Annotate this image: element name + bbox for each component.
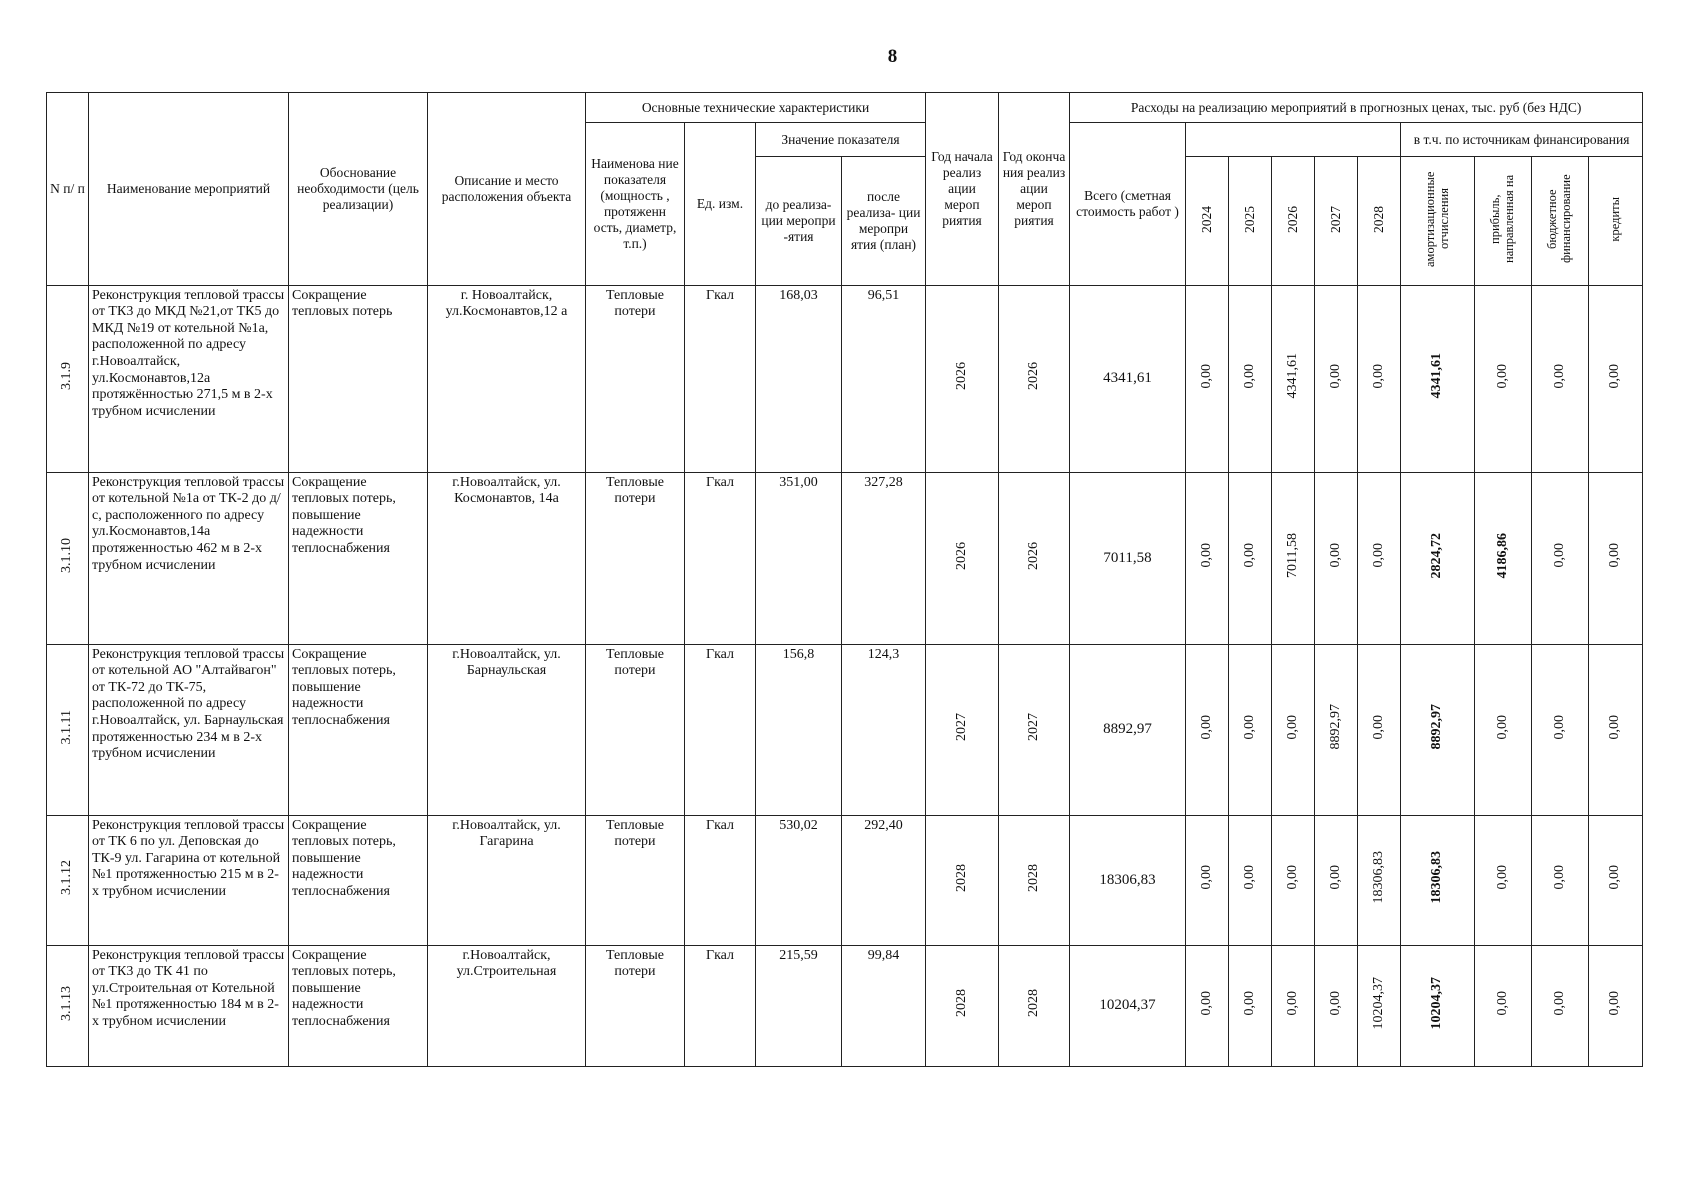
- row-y2028-cell: [1358, 285, 1401, 472]
- row-y2025-cell: [1229, 285, 1272, 472]
- header-indicator-name: Наименова ние показателя (мощность , протяженн ость, диаметр, т.п.): [586, 123, 685, 286]
- row-before: 156,8: [756, 644, 842, 815]
- table-row: [47, 945, 1643, 1066]
- row-y2024: 0,00: [1198, 543, 1214, 568]
- row-y2027-cell: [1315, 815, 1358, 945]
- row-y2025: 0,00: [1241, 990, 1257, 1016]
- row-budget: 0,00: [1551, 363, 1567, 389]
- header-year-2027: [1315, 157, 1358, 286]
- row-indicator: Тепловые потери: [586, 815, 685, 945]
- row-y2028: 0,00: [1370, 543, 1386, 568]
- row-year-end-cell: [999, 285, 1070, 472]
- header-year-2025: [1229, 157, 1272, 286]
- row-y2026-cell: [1272, 472, 1315, 644]
- row-y2027-cell: [1315, 644, 1358, 815]
- row-y2026: 0,00: [1284, 714, 1300, 740]
- row-y2025: 0,00: [1241, 865, 1257, 890]
- row-credit-cell: [1589, 285, 1643, 472]
- row-y2024-cell: [1186, 815, 1229, 945]
- row-y2026: 7011,58: [1284, 533, 1300, 579]
- row-year-start: 2026: [953, 362, 969, 391]
- row-amort-cell: [1401, 945, 1475, 1066]
- row-y2027: 0,00: [1327, 865, 1343, 890]
- row-before: 168,03: [756, 285, 842, 472]
- row-name: Реконструкция тепловой трассы от котельной №1а от ТК-2 до д/с, расположенного по адресу ул.Космонавтов,14а протяженностью 462 м в 2-х трубном исчислении: [89, 472, 289, 644]
- row-y2024: 0,00: [1198, 363, 1214, 389]
- header-value-group: Значение показателя: [756, 123, 926, 157]
- row-location: г.Новоалтайск, ул.Строительная: [428, 945, 586, 1066]
- row-y2028-cell: [1358, 945, 1401, 1066]
- row-unit: Гкал: [685, 472, 756, 644]
- row-before: 351,00: [756, 472, 842, 644]
- row-profit: 0,00: [1494, 865, 1510, 890]
- row-y2027: 8892,97: [1327, 704, 1343, 750]
- row-total: 4341,61: [1070, 285, 1186, 472]
- row-location: г.Новоалтайск, ул. Космонавтов, 14а: [428, 472, 586, 644]
- row-name: Реконструкция тепловой трассы от ТК3 до ТК 41 по ул.Строительная от Котельной №1 протяженностью 184 м в 2-х трубном исчислении: [89, 945, 289, 1066]
- row-y2028: 0,00: [1370, 714, 1386, 740]
- row-after: 96,51: [842, 285, 926, 472]
- row-year-end: 2026: [1025, 541, 1041, 570]
- row-y2028-cell: [1358, 472, 1401, 644]
- header-year-end: Год оконча ния реализ ации мероп риятия: [999, 93, 1070, 286]
- row-year-end-cell: [999, 472, 1070, 644]
- header-before: до реализа- ции меропри -ятия: [756, 157, 842, 286]
- row-amort: 8892,97: [1429, 704, 1445, 750]
- row-location: г. Новоалтайск, ул.Космонавтов,12 а: [428, 285, 586, 472]
- row-total: 10204,37: [1070, 945, 1186, 1066]
- row-y2025-cell: [1229, 644, 1272, 815]
- header-sources-group: в т.ч. по источникам финансирования: [1401, 123, 1643, 157]
- row-num: 3.1.10: [59, 538, 75, 574]
- row-profit-cell: [1475, 945, 1532, 1066]
- header-total: Всего (сметная стоимость работ ): [1070, 123, 1186, 286]
- row-y2026-cell: [1272, 815, 1315, 945]
- row-y2025-cell: [1229, 472, 1272, 644]
- row-credit: 0,00: [1607, 990, 1623, 1016]
- header-year-2028: [1358, 157, 1401, 286]
- header-year-2026: [1272, 157, 1315, 286]
- row-justification: Сокращение тепловых потерь: [289, 285, 428, 472]
- row-amort: 10204,37: [1429, 976, 1445, 1030]
- row-y2027: 0,00: [1327, 543, 1343, 568]
- row-y2026: 0,00: [1284, 865, 1300, 890]
- row-year-start-cell: [926, 815, 999, 945]
- row-budget: 0,00: [1551, 990, 1567, 1016]
- row-budget: 0,00: [1551, 714, 1567, 740]
- row-total: 18306,83: [1070, 815, 1186, 945]
- row-after: 327,28: [842, 472, 926, 644]
- row-budget: 0,00: [1551, 865, 1567, 890]
- row-num-cell: [47, 644, 89, 815]
- row-unit: Гкал: [685, 945, 756, 1066]
- row-credit: 0,00: [1607, 714, 1623, 740]
- header-source-budget: [1532, 157, 1589, 286]
- row-location: г.Новоалтайск, ул. Гагарина: [428, 815, 586, 945]
- row-y2025: 0,00: [1241, 363, 1257, 389]
- row-after: 292,40: [842, 815, 926, 945]
- row-after: 99,84: [842, 945, 926, 1066]
- row-year-start: 2027: [953, 713, 969, 742]
- header-year-2024: [1186, 157, 1229, 286]
- row-num-cell: [47, 815, 89, 945]
- row-amort-cell: [1401, 472, 1475, 644]
- row-y2028: 18306,83: [1370, 851, 1386, 904]
- header-tech-group: Основные технические характеристики: [586, 93, 926, 123]
- row-credit-cell: [1589, 472, 1643, 644]
- row-y2027-cell: [1315, 945, 1358, 1066]
- row-amort-cell: [1401, 285, 1475, 472]
- header-source-credit-label: кредиты: [1607, 196, 1622, 242]
- header-unit: Ед. изм.: [685, 123, 756, 286]
- header-source-profit: [1475, 157, 1532, 286]
- row-budget-cell: [1532, 644, 1589, 815]
- header-year-2024-label: 2024: [1199, 205, 1215, 233]
- row-year-start-cell: [926, 285, 999, 472]
- header-source-amort: [1401, 157, 1475, 286]
- row-year-start-cell: [926, 644, 999, 815]
- row-y2027: 0,00: [1327, 990, 1343, 1016]
- row-before: 530,02: [756, 815, 842, 945]
- row-amort-cell: [1401, 815, 1475, 945]
- table-row: [47, 644, 1643, 815]
- row-budget-cell: [1532, 472, 1589, 644]
- row-year-end: 2028: [1025, 863, 1041, 892]
- row-y2025-cell: [1229, 815, 1272, 945]
- header-year-2026-label: 2026: [1285, 205, 1301, 233]
- row-amort-cell: [1401, 644, 1475, 815]
- row-y2024-cell: [1186, 285, 1229, 472]
- row-credit: 0,00: [1607, 865, 1623, 890]
- row-justification: Сокращение тепловых потерь, повышение надежности теплоснабжения: [289, 644, 428, 815]
- row-num-cell: [47, 945, 89, 1066]
- row-name: Реконструкция тепловой трассы от ТК 6 по ул. Деповская до ТК-9 ул. Гагарина от котельной №1 протяженностью 215 м в 2-х трубном исчислении: [89, 815, 289, 945]
- row-y2028-cell: [1358, 815, 1401, 945]
- row-credit: 0,00: [1607, 543, 1623, 568]
- row-amort: 18306,83: [1429, 851, 1445, 904]
- row-y2027: 0,00: [1327, 363, 1343, 389]
- table-row: [47, 815, 1643, 945]
- row-location: г.Новоалтайск, ул. Барнаульская: [428, 644, 586, 815]
- row-y2024: 0,00: [1198, 990, 1214, 1016]
- row-y2024: 0,00: [1198, 865, 1214, 890]
- header-source-budget-label: бюджетное финансирование: [1545, 174, 1574, 264]
- row-y2025: 0,00: [1241, 714, 1257, 740]
- table-row: [47, 285, 1643, 472]
- row-num: 3.1.11: [59, 709, 75, 745]
- header-justification: Обоснование необходимости (цель реализации): [289, 93, 428, 286]
- row-profit-cell: [1475, 285, 1532, 472]
- header-year-2027-label: 2027: [1328, 205, 1344, 233]
- row-y2026-cell: [1272, 644, 1315, 815]
- row-y2024-cell: [1186, 644, 1229, 815]
- row-y2026-cell: [1272, 945, 1315, 1066]
- row-amort: 4341,61: [1429, 353, 1445, 399]
- row-total: 7011,58: [1070, 472, 1186, 644]
- row-num: 3.1.12: [59, 860, 75, 896]
- row-year-end: 2026: [1025, 362, 1041, 391]
- row-profit: 0,00: [1494, 363, 1510, 389]
- row-num-cell: [47, 472, 89, 644]
- row-unit: Гкал: [685, 644, 756, 815]
- row-num-cell: [47, 285, 89, 472]
- header-source-credit: [1589, 157, 1643, 286]
- row-num: 3.1.9: [59, 362, 75, 391]
- row-year-end: 2028: [1025, 989, 1041, 1018]
- row-year-end-cell: [999, 945, 1070, 1066]
- header-year-start: Год начала реализ ации мероп риятия: [926, 93, 999, 286]
- row-profit: 4186,86: [1494, 532, 1510, 579]
- row-y2026: 0,00: [1284, 990, 1300, 1016]
- row-amort: 2824,72: [1429, 532, 1445, 579]
- row-y2024-cell: [1186, 945, 1229, 1066]
- header-source-amort-label: амортизационные отчисления: [1422, 171, 1451, 267]
- row-y2027-cell: [1315, 285, 1358, 472]
- header-after: после реализа- ции меропри ятия (план): [842, 157, 926, 286]
- header-year-2028-label: 2028: [1371, 205, 1387, 233]
- row-credit-cell: [1589, 815, 1643, 945]
- row-budget: 0,00: [1551, 543, 1567, 568]
- row-indicator: Тепловые потери: [586, 472, 685, 644]
- row-year-end-cell: [999, 644, 1070, 815]
- row-profit-cell: [1475, 815, 1532, 945]
- row-name: Реконструкция тепловой трассы от ТК3 до МКД №21,от ТК5 до МКД №19 от котельной №1а, расположенной по адресу г.Новоалтайск, ул.Космонавтов,12а протяжённостью 271,5 м в 2-х трубном исчислении: [89, 285, 289, 472]
- row-y2024-cell: [1186, 472, 1229, 644]
- row-year-start-cell: [926, 945, 999, 1066]
- header-name: Наименование мероприятий: [89, 93, 289, 286]
- row-unit: Гкал: [685, 815, 756, 945]
- row-justification: Сокращение тепловых потерь, повышение надежности теплоснабжения: [289, 945, 428, 1066]
- row-y2025: 0,00: [1241, 543, 1257, 568]
- row-budget-cell: [1532, 815, 1589, 945]
- row-year-start: 2026: [953, 541, 969, 570]
- row-justification: Сокращение тепловых потерь, повышение надежности теплоснабжения: [289, 815, 428, 945]
- table-row: [47, 472, 1643, 644]
- row-profit-cell: [1475, 472, 1532, 644]
- row-year-start: 2028: [953, 863, 969, 892]
- row-year-end: 2027: [1025, 713, 1041, 742]
- row-year-end-cell: [999, 815, 1070, 945]
- row-year-start: 2028: [953, 989, 969, 1018]
- row-profit-cell: [1475, 644, 1532, 815]
- row-indicator: Тепловые потери: [586, 644, 685, 815]
- header-year-2025-label: 2025: [1242, 205, 1258, 233]
- header-source-profit-label: прибыль, направленная на: [1488, 174, 1517, 264]
- row-y2026-cell: [1272, 285, 1315, 472]
- row-after: 124,3: [842, 644, 926, 815]
- row-y2027-cell: [1315, 472, 1358, 644]
- row-indicator: Тепловые потери: [586, 285, 685, 472]
- row-year-start-cell: [926, 472, 999, 644]
- page-number: 8: [887, 46, 898, 67]
- header-location: Описание и место расположения объекта: [428, 93, 586, 286]
- investment-table: [46, 92, 1643, 1067]
- header-num: N п/ п: [47, 93, 89, 286]
- row-credit: 0,00: [1607, 363, 1623, 389]
- row-profit: 0,00: [1494, 714, 1510, 740]
- row-budget-cell: [1532, 945, 1589, 1066]
- row-total: 8892,97: [1070, 644, 1186, 815]
- row-y2025-cell: [1229, 945, 1272, 1066]
- row-unit: Гкал: [685, 285, 756, 472]
- row-y2028: 10204,37: [1370, 976, 1386, 1030]
- row-indicator: Тепловые потери: [586, 945, 685, 1066]
- row-num: 3.1.13: [59, 985, 75, 1021]
- row-y2026: 4341,61: [1284, 353, 1300, 399]
- row-profit: 0,00: [1494, 990, 1510, 1016]
- row-budget-cell: [1532, 285, 1589, 472]
- row-name: Реконструкция тепловой трассы от котельной АО "Алтайвагон" от ТК-72 до ТК-75, расположенной по адресу г.Новоалтайск, ул. Барнаульская протяженностью 234 м в 2-х трубном исчислении: [89, 644, 289, 815]
- row-y2024: 0,00: [1198, 714, 1214, 740]
- header-years-spacer: [1186, 123, 1401, 157]
- row-y2028-cell: [1358, 644, 1401, 815]
- row-justification: Сокращение тепловых потерь, повышение надежности теплоснабжения: [289, 472, 428, 644]
- header-costs-group: Расходы на реализацию мероприятий в прогнозных ценах, тыс. руб (без НДС): [1070, 93, 1643, 123]
- row-before: 215,59: [756, 945, 842, 1066]
- row-credit-cell: [1589, 945, 1643, 1066]
- row-y2028: 0,00: [1370, 363, 1386, 389]
- row-credit-cell: [1589, 644, 1643, 815]
